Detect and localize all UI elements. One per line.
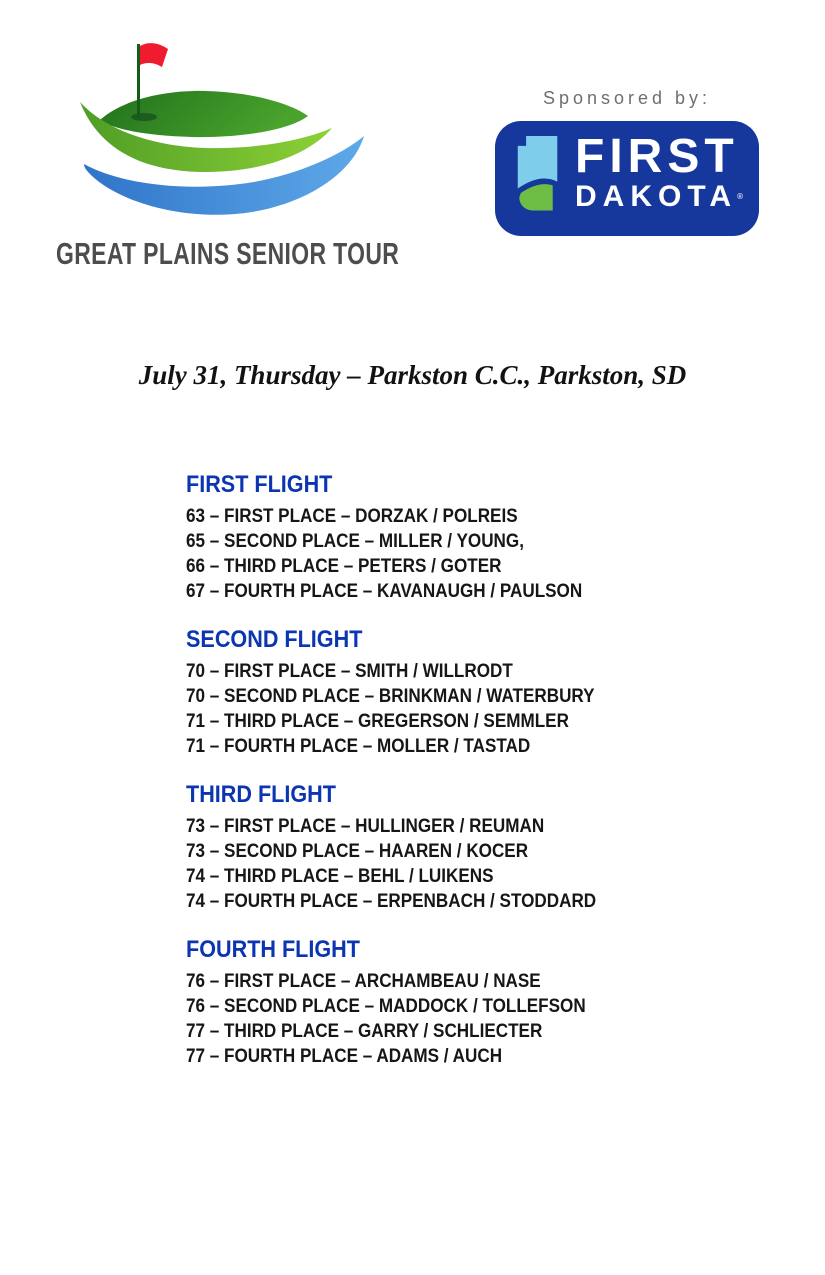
sponsored-by-label: Sponsored by:	[542, 88, 712, 108]
result-line	[186, 504, 642, 529]
flight-title	[186, 782, 642, 808]
golf-hole	[131, 113, 157, 121]
result-line-text: 71 – FOURTH PLACE – MOLLER / TASTAD	[186, 736, 531, 757]
result-line	[186, 554, 642, 579]
bank-name-dakota-text: DAKOTA	[575, 180, 738, 213]
flight-section-second	[186, 627, 642, 759]
result-line-text: 77 – THIRD PLACE – GARRY / SCHLIECTER	[186, 1021, 543, 1042]
result-line-text: 66 – THIRD PLACE – PETERS / GOTER	[186, 556, 502, 577]
registered-mark: ®	[737, 192, 743, 201]
result-line	[186, 709, 642, 734]
first-dakota-flag-icon	[513, 136, 559, 212]
result-line	[186, 994, 642, 1019]
result-line-text: 73 – SECOND PLACE – HAAREN / KOCER	[186, 841, 529, 862]
result-line-text: 67 – FOURTH PLACE – KAVANAUGH / PAULSON	[186, 581, 583, 602]
result-line-text: 74 – THIRD PLACE – BEHL / LUIKENS	[186, 866, 494, 887]
result-line	[186, 734, 642, 759]
tour-brand	[56, 36, 400, 272]
result-line	[186, 579, 642, 604]
event-dateline: July 31, Thursday – Parkston C.C., Parkston, SD	[138, 360, 687, 390]
result-line	[186, 684, 642, 709]
bank-name-first: FIRST	[575, 130, 739, 183]
result-line	[186, 529, 642, 554]
flight-title-text: FOURTH FLIGHT	[186, 936, 360, 963]
flight-title-text: THIRD FLIGHT	[186, 781, 336, 808]
result-line-text: 63 – FIRST PLACE – DORZAK / POLREIS	[186, 506, 518, 527]
flag-pole	[137, 44, 140, 118]
flight-section-fourth	[186, 937, 642, 1069]
result-line	[186, 659, 642, 684]
result-line	[186, 814, 642, 839]
flight-section-first	[186, 472, 642, 604]
results-list	[186, 472, 642, 1092]
result-line-text: 77 – FOURTH PLACE – ADAMS / AUCH	[186, 1046, 503, 1067]
result-line-text: 74 – FOURTH PLACE – ERPENBACH / STODDARD	[186, 891, 597, 912]
result-line-text: 65 – SECOND PLACE – MILLER / YOUNG,	[186, 531, 524, 552]
result-line	[186, 864, 642, 889]
sponsor-block	[495, 88, 759, 236]
result-line	[186, 1044, 642, 1069]
result-line	[186, 839, 642, 864]
tour-tagline: GREAT PLAINS SENIOR TOUR	[56, 236, 400, 271]
result-line-text: 73 – FIRST PLACE – HULLINGER / REUMAN	[186, 816, 545, 837]
result-line-text: 76 – SECOND PLACE – MADDOCK / TOLLEFSON	[186, 996, 586, 1017]
result-line	[186, 1019, 642, 1044]
flight-title	[186, 937, 642, 963]
result-line	[186, 889, 642, 914]
flight-section-third	[186, 782, 642, 914]
first-dakota-logo	[495, 121, 759, 236]
golf-flag-icon	[140, 43, 168, 67]
flight-title	[186, 627, 642, 653]
first-dakota-wordmark	[575, 130, 743, 213]
flight-title-text: FIRST FLIGHT	[186, 471, 333, 498]
bank-name-dakota	[575, 180, 743, 213]
result-line	[186, 969, 642, 994]
result-line-text: 76 – FIRST PLACE – ARCHAMBEAU / NASE	[186, 971, 541, 992]
result-line-text: 71 – THIRD PLACE – GREGERSON / SEMMLER	[186, 711, 569, 732]
result-line-text: 70 – FIRST PLACE – SMITH / WILLRODT	[186, 661, 513, 682]
golf-green-hill-shape	[100, 91, 308, 137]
flight-title	[186, 472, 642, 498]
result-line-text: 70 – SECOND PLACE – BRINKMAN / WATERBURY	[186, 686, 595, 707]
tour-logo-icon	[56, 36, 386, 234]
flight-title-text: SECOND FLIGHT	[186, 626, 363, 653]
